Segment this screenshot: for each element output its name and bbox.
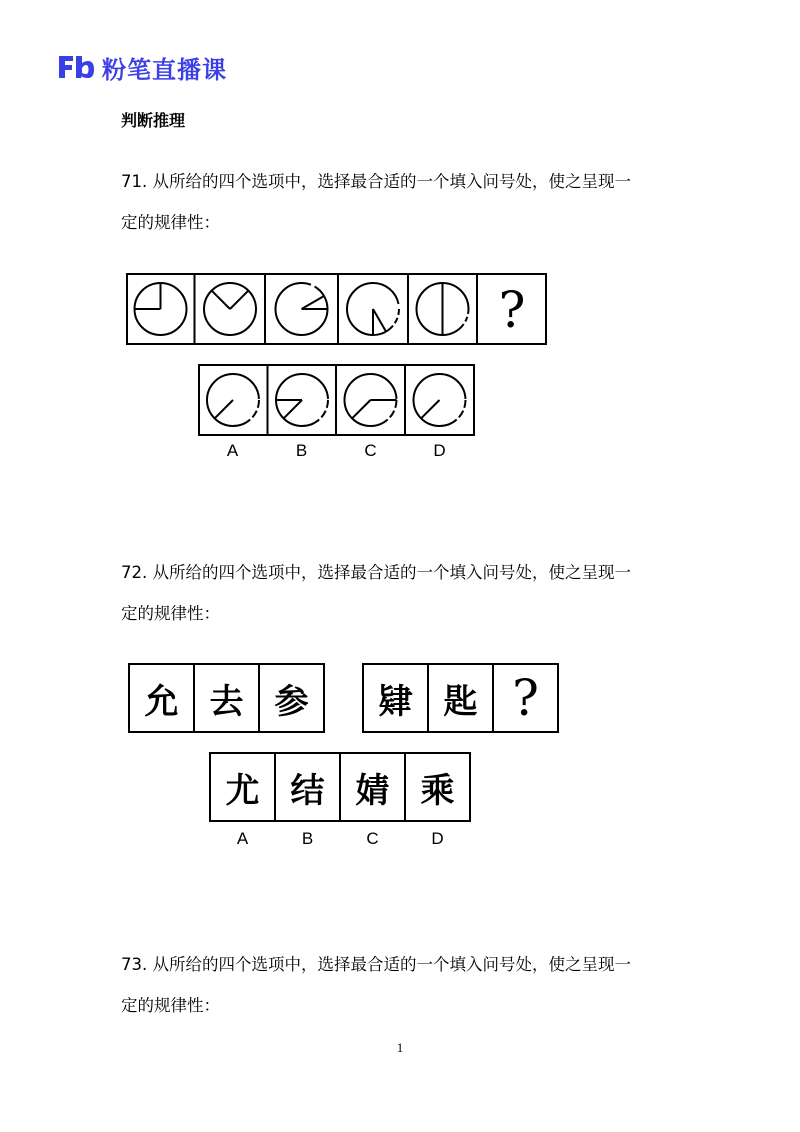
question-73-line1: 73. 从所给的四个选项中，选择最合适的一个填入问号处，使之呈现一 bbox=[121, 955, 631, 974]
q72-group1-char-1: 允 bbox=[128, 663, 195, 733]
q71-option-labels bbox=[200, 441, 472, 461]
q72-group1-char-3: 参 bbox=[258, 663, 325, 733]
brand-name: 粉笔直播课 bbox=[102, 55, 227, 84]
q72-group2 bbox=[362, 663, 559, 733]
brand-logo bbox=[56, 50, 227, 84]
question-72-line1: 72. 从所给的四个选项中，选择最合适的一个填入问号处，使之呈现一 bbox=[121, 563, 631, 582]
q71-options-figure bbox=[198, 364, 476, 437]
q72-option-c[interactable]: 婧 bbox=[339, 752, 406, 822]
question-73-line2: 定的规律性： bbox=[121, 996, 220, 1015]
q72-option-a[interactable]: 尤 bbox=[209, 752, 276, 822]
q71-option-label-a[interactable]: A bbox=[226, 441, 239, 460]
q72-option-b[interactable]: 结 bbox=[274, 752, 341, 822]
question-71-line2: 定的规律性： bbox=[121, 213, 220, 232]
q71-option-label-b[interactable]: B bbox=[295, 441, 308, 460]
q72-option-d[interactable]: 乘 bbox=[404, 752, 471, 822]
q72-group1 bbox=[128, 663, 325, 733]
q71-question-mark: ? bbox=[498, 281, 526, 339]
q72-group1-char-2: 去 bbox=[193, 663, 260, 733]
question-72-line2: 定的规律性： bbox=[121, 604, 220, 623]
page-number: 1 bbox=[396, 1040, 404, 1055]
q71-option-label-d[interactable]: D bbox=[433, 441, 446, 460]
q71-option-label-c[interactable]: C bbox=[364, 441, 377, 460]
q72-option-label-d[interactable]: D bbox=[431, 829, 444, 848]
q72-option-label-a[interactable]: A bbox=[236, 829, 249, 848]
q72-option-label-c[interactable]: C bbox=[366, 829, 379, 848]
question-71-line1: 71. 从所给的四个选项中，选择最合适的一个填入问号处，使之呈现一 bbox=[121, 172, 631, 191]
q72-option-labels bbox=[210, 829, 470, 849]
q71-sequence-figure bbox=[126, 273, 548, 346]
section-title: 判断推理 bbox=[121, 111, 186, 130]
q72-group2-char-2: 匙 bbox=[427, 663, 494, 733]
q72-group2-char-1: 肄 bbox=[362, 663, 429, 733]
q72-question-mark: ? bbox=[492, 663, 559, 733]
fb-logo-icon bbox=[56, 52, 96, 82]
q72-option-label-b[interactable]: B bbox=[301, 829, 314, 848]
q72-options bbox=[209, 752, 471, 822]
